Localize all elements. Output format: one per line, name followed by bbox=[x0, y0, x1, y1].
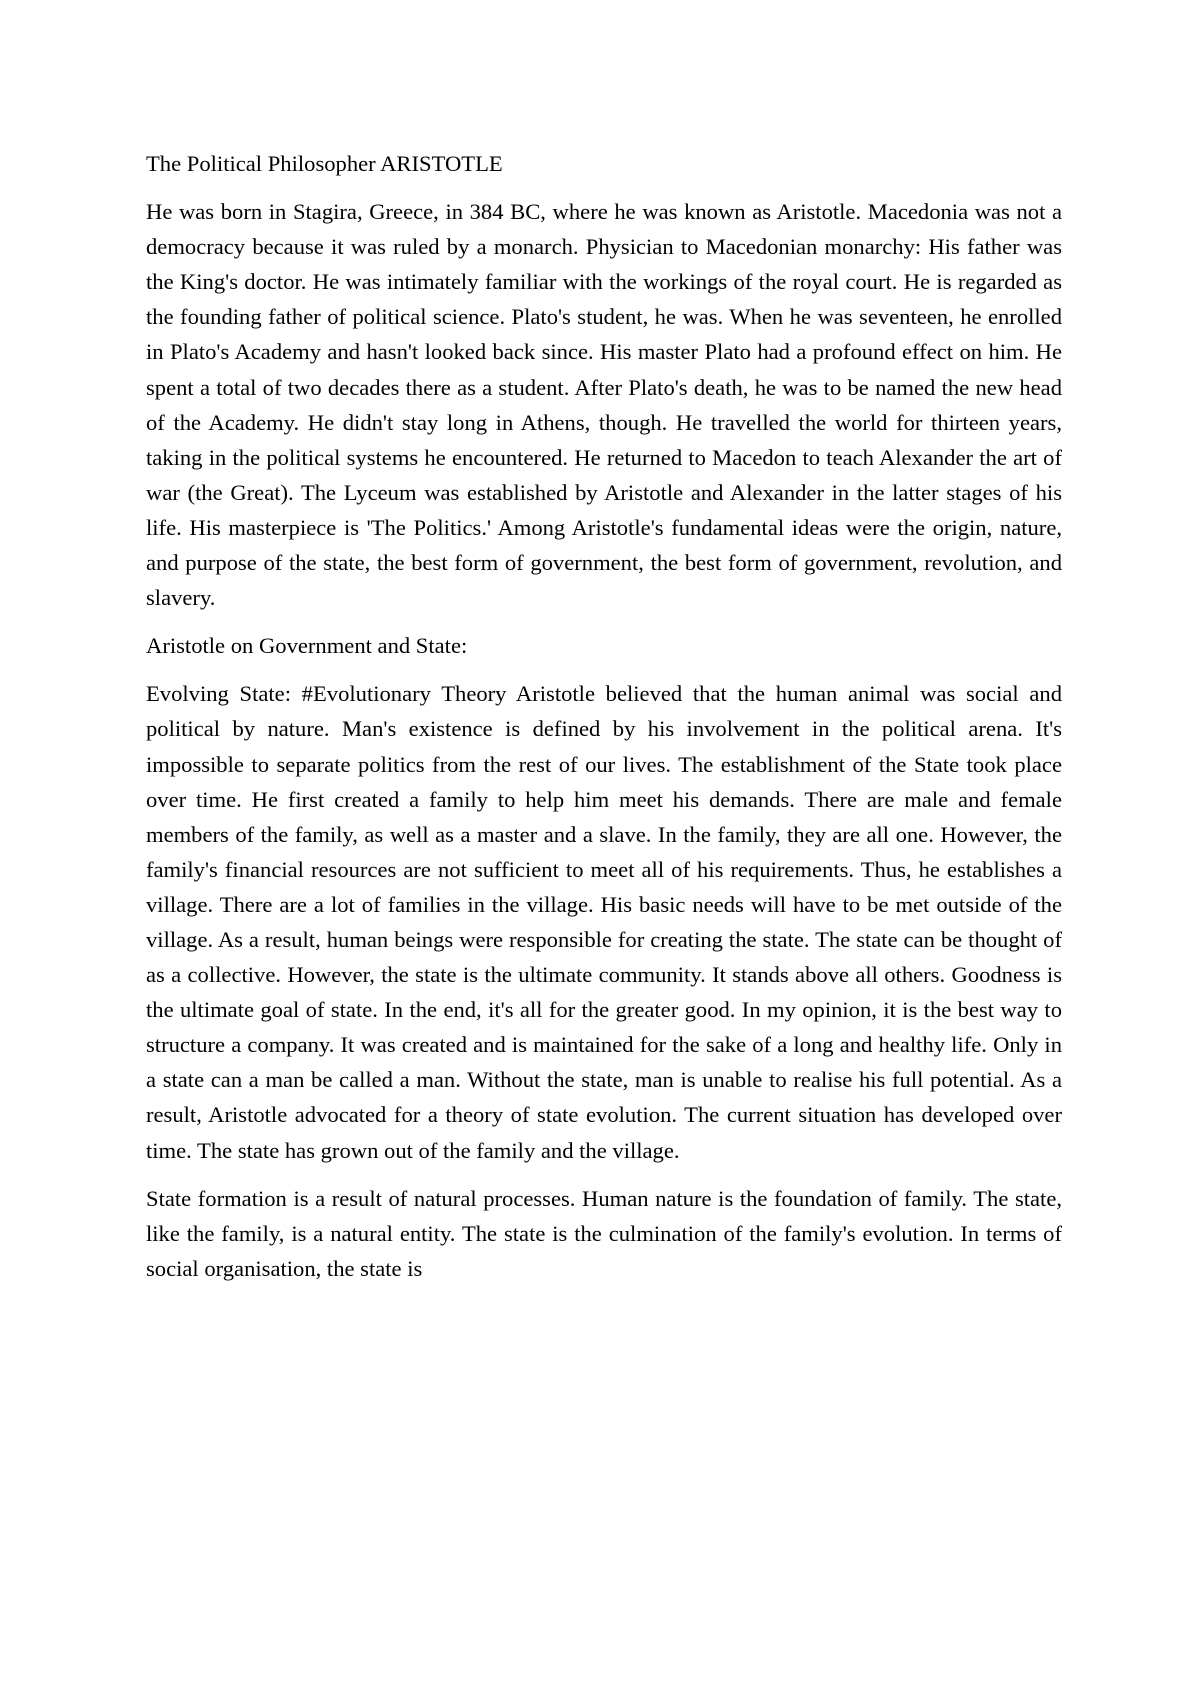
body-paragraph-biography: He was born in Stagira, Greece, in 384 BC, where he was known as Aristotle. Macedonia was not a democracy because it was ruled by a monarch. Physician to Macedonian monarchy: His father was the King's doctor. He was intimately familiar with the workings of the royal court. He is regarded as the founding father of political science. Plato's student, he was. When he was seventeen, he enrolled in Plato's Academy and hasn't looked back since. His master Plato had a profound effect on him. He spent a total of two decades there as a student. After Plato's death, he was to be named the new head of the Academy. He didn't stay long in Athens, though. He travelled the world for thirteen years, taking in the political systems he encountered. He returned to Macedon to teach Alexander the art of war (the Great). The Lyceum was established by Aristotle and Alexander in the latter stages of his life. His masterpiece is 'The Politics.' Among Aristotle's fundamental ideas were the origin, nature, and purpose of the state, the best form of government, the best form of government, revolution, and slavery. bbox=[146, 199, 1062, 611]
section-heading-government-state: Aristotle on Government and State: bbox=[146, 633, 468, 659]
body-paragraph-evolving-state: Evolving State: #Evolutionary Theory Aristotle believed that the human animal was social and political by nature. Man's existence is defined by his involvement in the political arena. It's impossible to separate politics from the rest of our lives. The establishment of the State took place over time. He first created a family to help him meet his demands. There are male and female members of the family, as well as a master and a slave. In the family, they are all one. However, the family's financial resources are not sufficient to meet all of his requirements. Thus, he establishes a village. There are a lot of families in the village. His basic needs will have to be met outside of the village. As a result, human beings were responsible for creating the state. The state can be thought of as a collective. However, the state is the ultimate community. It stands above all others. Goodness is the ultimate goal of state. In the end, it's all for the greater good. In my opinion, it is the best way to structure a company. It was created and is maintained for the sake of a long and healthy life. Only in a state can a man be called a man. Without the state, man is unable to realise his full potential. As a result, Aristotle advocated for a theory of state evolution. The current situation has developed over time. The state has grown out of the family and the village. bbox=[146, 681, 1062, 1163]
body-paragraph-state-formation: State formation is a result of natural processes. Human nature is the foundation of family. The state, like the family, is a natural entity. The state is the culmination of the family's evolution. In terms of social organisation, the state is bbox=[146, 1185, 1062, 1281]
document-body bbox=[146, 146, 1062, 1299]
document-title: The Political Philosopher ARISTOTLE bbox=[146, 151, 503, 176]
